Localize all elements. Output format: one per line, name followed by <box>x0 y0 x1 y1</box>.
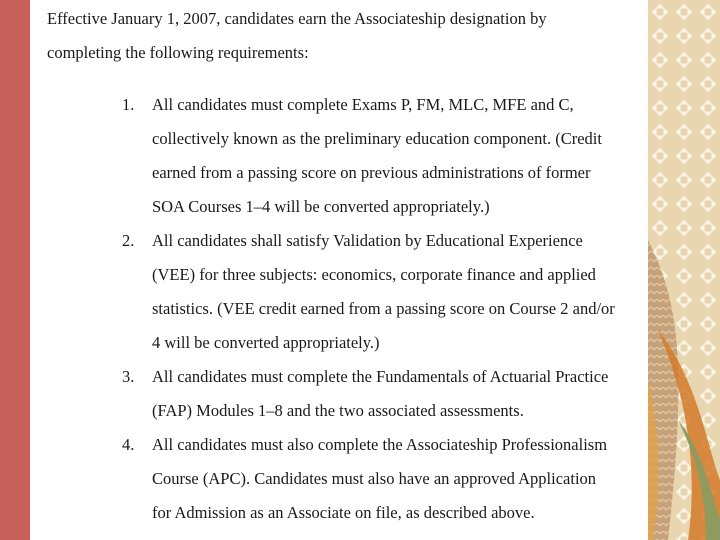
requirement-line: Course (APC). Candidates must also have an approved Application <box>152 469 597 488</box>
intro-paragraph <box>47 2 637 70</box>
requirement-line: All candidates shall satisfy Validation by Educational Experience <box>152 231 583 250</box>
requirement-line: (VEE) for three subjects: economics, corporate finance and applied <box>152 265 596 284</box>
requirement-line: 4 will be converted appropriately.) <box>152 333 380 352</box>
decorative-border <box>648 0 720 540</box>
requirement-line: statistics. (VEE credit earned from a passing score on Course 2 and/or <box>152 299 615 318</box>
requirement-number: 1. <box>122 95 135 114</box>
requirement-item-1 <box>122 88 642 224</box>
intro-line-2: completing the following requirements: <box>47 43 309 62</box>
requirement-number: 3. <box>122 367 135 386</box>
document-page <box>30 0 648 540</box>
requirement-line: for Admission as an Associate on file, as described above. <box>152 503 535 522</box>
intro-line-1: Effective January 1, 2007, candidates earn the Associateship designation by <box>47 9 547 28</box>
requirement-item-4 <box>122 428 642 530</box>
requirement-line: SOA Courses 1–4 will be converted appropriately.) <box>152 197 490 216</box>
requirement-line: All candidates must complete the Fundamentals of Actuarial Practice <box>152 367 609 386</box>
requirement-item-3 <box>122 360 642 428</box>
requirement-number: 2. <box>122 231 135 250</box>
requirement-line: earned from a passing score on previous administrations of former <box>152 163 591 182</box>
requirement-line: collectively known as the preliminary education component. (Credit <box>152 129 602 148</box>
floral-swirl-pattern <box>648 0 720 540</box>
left-accent-bar <box>0 0 30 540</box>
requirement-item-2 <box>122 224 642 360</box>
requirement-number: 4. <box>122 435 135 454</box>
requirement-line: All candidates must complete Exams P, FM, MLC, MFE and C, <box>152 95 574 114</box>
requirement-line: All candidates must also complete the Associateship Professionalism <box>152 435 608 454</box>
requirements-list <box>122 88 642 530</box>
requirement-line: (FAP) Modules 1–8 and the two associated assessments. <box>152 401 524 420</box>
